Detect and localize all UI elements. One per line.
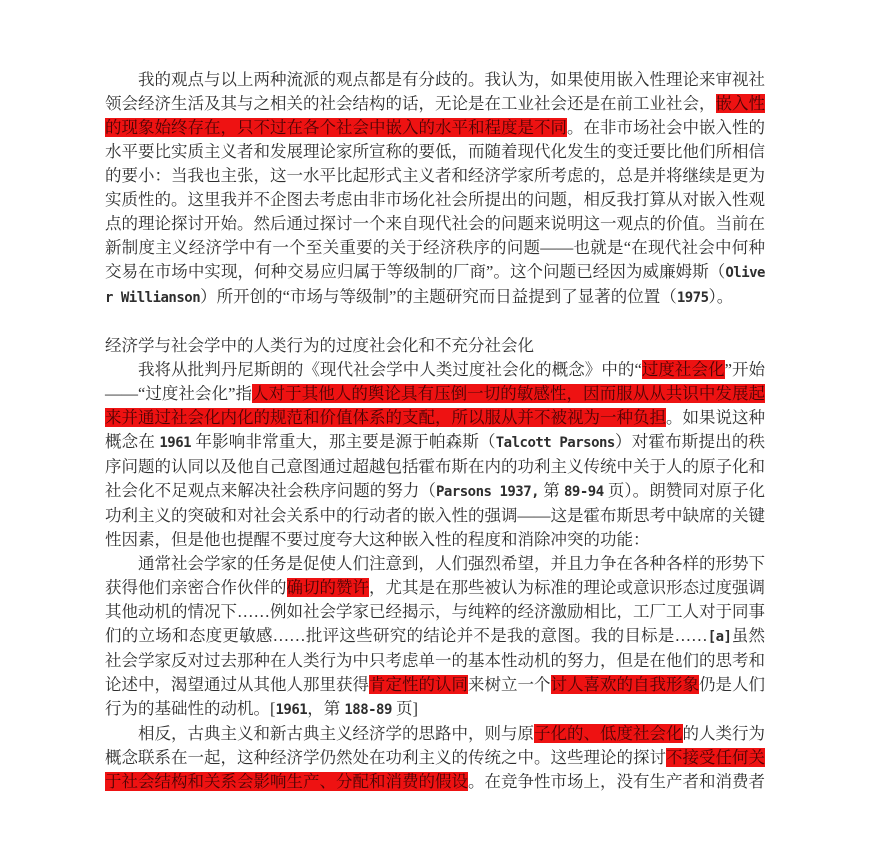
paragraph xyxy=(105,722,765,794)
text-run: ）所开创的“市场与等级制”的主题研究而日益提到了显著的位置（ xyxy=(200,287,677,306)
highlighted-text: 人对于其他人的舆论具有压倒一切的敏感性，因而服从从共识中发展起来并通过社会化内化的规范和价值体系的支配，所以服从并不被视为一种负担 xyxy=(105,384,766,427)
highlighted-text: 子化的、低度社会化 xyxy=(534,724,683,743)
paragraph xyxy=(105,68,765,310)
latin-text: 1961 xyxy=(159,435,192,451)
text-run: ，第 xyxy=(307,699,345,718)
latin-text: Parsons 1937, xyxy=(435,484,540,500)
highlighted-text: 肯定性的认同 xyxy=(369,675,468,694)
text-run: 页] xyxy=(391,699,419,718)
text-run: 相反，古典主义和新古典主义经济学的思路中，则与原 xyxy=(138,724,534,743)
text-run: ”开始——“过度社会化”指 xyxy=(105,360,765,403)
text-run: ）。 xyxy=(708,287,734,306)
text-run: 年影响非常重大，那主要是源于帕森斯（ xyxy=(191,432,496,451)
highlighted-text: 讨人喜欢的自我形象 xyxy=(550,675,699,694)
text-run: 我将从批判丹尼斯朗的《现代社会学中人类过度社会化的概念》中的“ xyxy=(138,360,642,379)
text-run: 我的观点与以上两种流派的观点都是有分歧的。我认为，如果使用嵌入性理论来审视社领会经济生活及其与之相关的社会结构的话，无论是在工业社会还是在前工业社会， xyxy=(105,70,765,113)
section-heading xyxy=(105,334,765,358)
text-run: 。如果说这种概念在 xyxy=(105,408,765,451)
text-run: ，尤其是在那些被认为标准的理论或意识形态过度强调其他动机的情况下……例如社会学家已经揭示，与纯粹的经济激励相比，工厂工人对于同事们的立场和态度更敏感……批评这些研究的结论并不是我的意图。我的目标是…… xyxy=(105,578,765,645)
latin-text: Talcott Parsons xyxy=(495,435,615,451)
latin-text: 1961 xyxy=(275,702,308,718)
latin-text: 89-94 xyxy=(564,484,604,500)
text-run: 来树立一个 xyxy=(468,675,551,694)
highlighted-text: 过度社会化 xyxy=(641,360,725,379)
text-run: 。在竞争性市场上，没有生产者和消费者 xyxy=(468,772,765,791)
text-run: 。在非市场社会中嵌入性的水平要比实质主义者和发展理论家所宣称的要低，而随着现代化发生的变迁要比他们所相信的要小：当我也主张，这一水平比起形式主义者和经济学家所考虑的，总是并将继续是更为实质性的。这里我并不企图去考虑由非市场化社会所提出的问题，相反我打算从对嵌入性观点的理论探讨开始。然后通过探讨一个来自现代社会的问题来说明这一观点的价值。当前在新制度主义经济学中有一个至关重要的关于经济秩序的问题——也就是“在现代社会中何种交易在市场中实现，何种交易应归属于等级制的厂商”。这个问题已经因为威廉姆斯（ xyxy=(105,118,765,281)
text-run: 页）。朗赞同对原子化功利主义的突破和对社会关系中的行动者的嵌入性的强调——这是霍布斯思考中缺席的关键性因素，但是他也提醒不要过度夸大这种嵌入性的程度和消除冲突的功能： xyxy=(105,481,766,549)
text-run: 的人类行为概念联系在一起，这种经济学仍然处在功利主义的传统之中。这些理论的探讨 xyxy=(105,724,765,767)
paragraph xyxy=(105,358,765,552)
latin-text: 188-89 xyxy=(344,702,392,718)
highlighted-text: 嵌入性的现象始终存在，只不过在各个社会中嵌入的水平和程度是不同 xyxy=(105,94,765,137)
text-run: ）对霍布斯提出的秩序问题的认同以及他自己意图通过超越包括霍布斯在内的功利主义传统中关于人的原子化和社会化不足观点来解决社会秩序问题的努力（ xyxy=(105,432,766,500)
latin-text: [a] xyxy=(707,629,732,645)
latin-text: 1975 xyxy=(676,290,709,306)
paragraph xyxy=(105,552,765,722)
latin-text: Oliver Willianson xyxy=(105,265,765,306)
text-run: 虽然社会学家反对过去那种在人类行为中只考虑单一的基本性动机的努力，但是在他们的思考和论述中，渴望通过从其他人那里获得 xyxy=(105,626,766,694)
text-run: 仍是人们行为的基础性的动机。[ xyxy=(105,675,765,718)
text-run: 经济学与社会学中的人类行为的过度社会化和不充分社会化 xyxy=(105,336,534,355)
text-run: 通常社会学家的任务是促使人们注意到，人们强烈希望，并且力争在各种各样的形势下获得他们亲密合作伙伴的 xyxy=(105,554,765,597)
highlighted-text: 确切的赞许 xyxy=(286,578,369,597)
highlighted-text: 不接受任何关于社会结构和关系会影响生产、分配和消费的假设 xyxy=(105,748,765,791)
text-run: 第 xyxy=(539,481,564,500)
